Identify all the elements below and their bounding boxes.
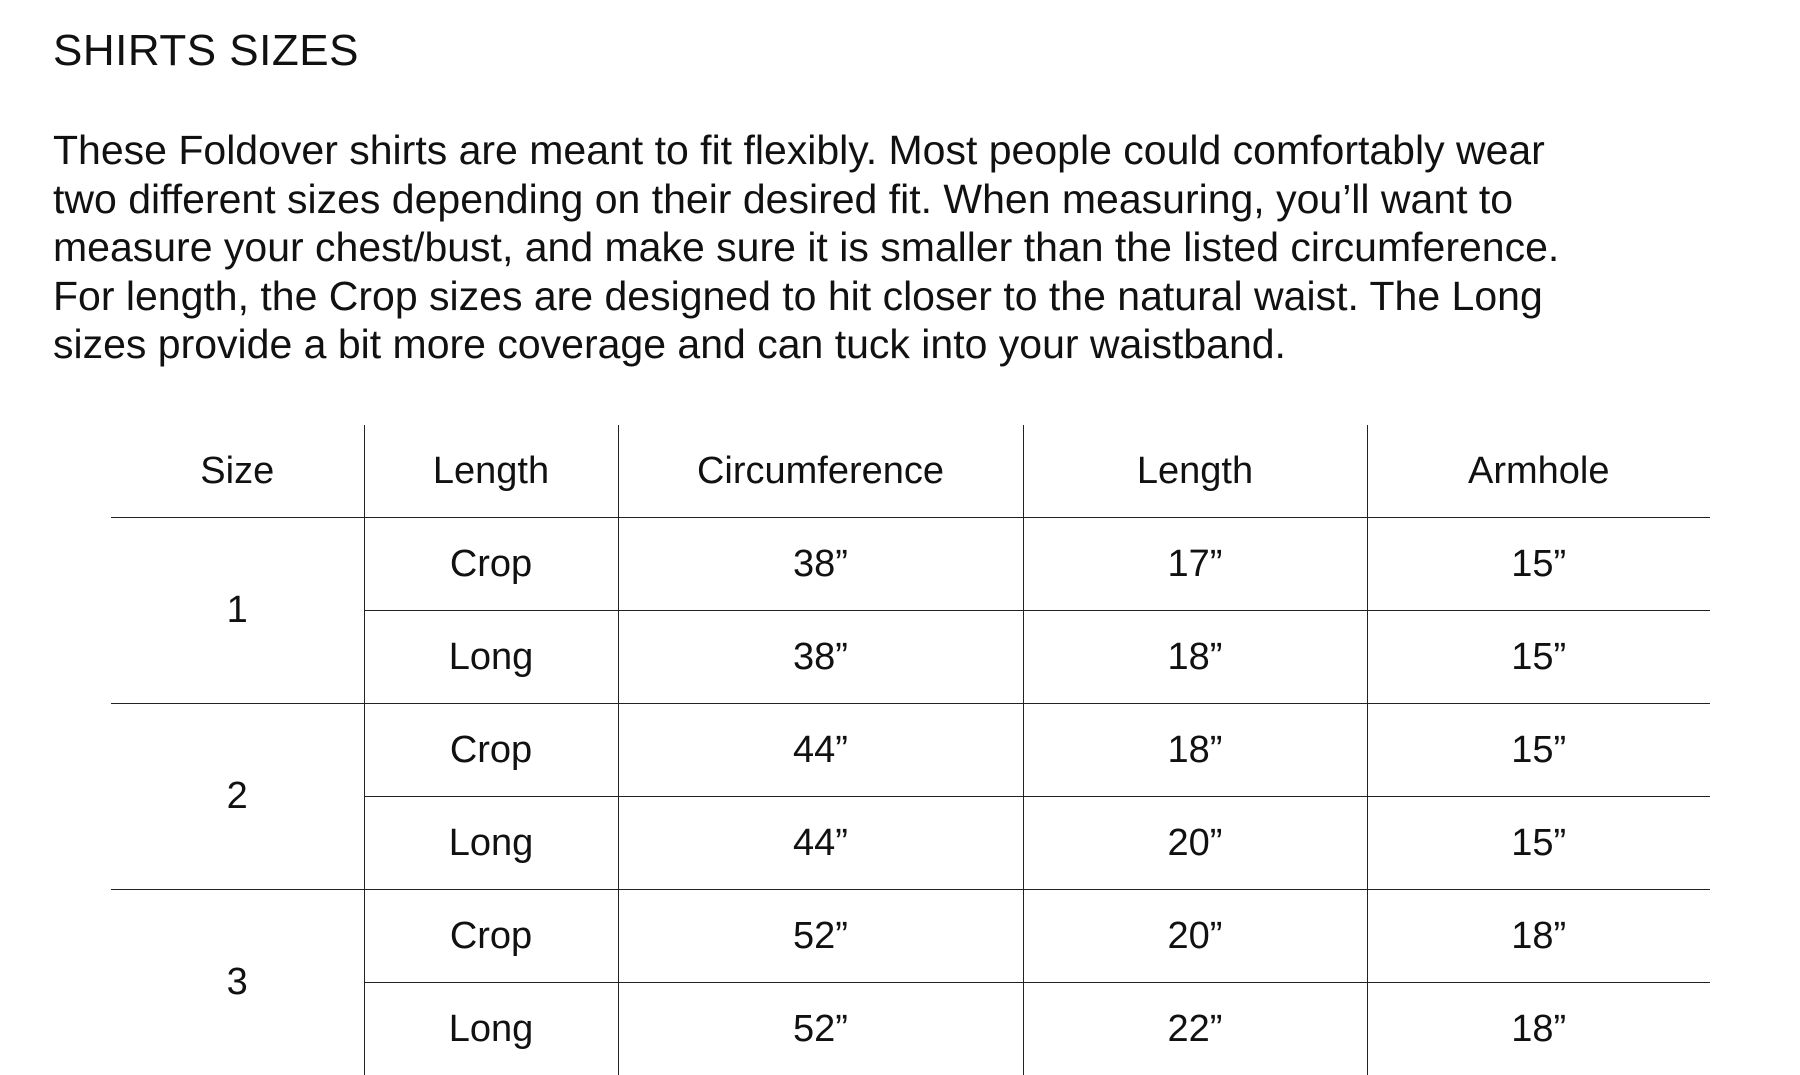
- table-row: [111, 890, 1710, 983]
- size-cell: 2: [111, 704, 364, 890]
- circumference-cell: 44”: [618, 704, 1023, 797]
- intro-paragraph: [53, 126, 1793, 369]
- length-type-cell: Long: [364, 611, 618, 704]
- intro-line: These Foldover shirts are meant to fit flexibly. Most people could comfortably wear: [53, 126, 1793, 175]
- intro-line: sizes provide a bit more coverage and can tuck into your waistband.: [53, 320, 1793, 369]
- length-cell: 17”: [1023, 518, 1367, 611]
- armhole-cell: 18”: [1367, 890, 1710, 983]
- circumference-cell: 44”: [618, 797, 1023, 890]
- length-type-cell: Crop: [364, 890, 618, 983]
- length-type-cell: Crop: [364, 518, 618, 611]
- table-row: [111, 704, 1710, 797]
- length-cell: 22”: [1023, 983, 1367, 1075]
- circumference-cell: 38”: [618, 611, 1023, 704]
- header-circumference: Circumference: [618, 425, 1023, 518]
- intro-line: measure your chest/bust, and make sure it is smaller than the listed circumference.: [53, 223, 1793, 272]
- length-type-cell: Crop: [364, 704, 618, 797]
- page-title: SHIRTS SIZES: [53, 26, 359, 76]
- circumference-cell: 52”: [618, 983, 1023, 1075]
- length-cell: 18”: [1023, 611, 1367, 704]
- circumference-cell: 52”: [618, 890, 1023, 983]
- table-row: [111, 518, 1710, 611]
- header-armhole: Armhole: [1367, 425, 1710, 518]
- length-type-cell: Long: [364, 797, 618, 890]
- size-cell: 1: [111, 518, 364, 704]
- armhole-cell: 18”: [1367, 983, 1710, 1075]
- length-type-cell: Long: [364, 983, 618, 1075]
- header-length: Length: [1023, 425, 1367, 518]
- header-length-type: Length: [364, 425, 618, 518]
- armhole-cell: 15”: [1367, 704, 1710, 797]
- armhole-cell: 15”: [1367, 611, 1710, 704]
- length-cell: 20”: [1023, 890, 1367, 983]
- armhole-cell: 15”: [1367, 797, 1710, 890]
- table-header-row: [111, 425, 1710, 518]
- intro-line: For length, the Crop sizes are designed to hit closer to the natural waist. The Long: [53, 272, 1793, 321]
- size-cell: 3: [111, 890, 364, 1075]
- header-size: Size: [111, 425, 364, 518]
- length-cell: 18”: [1023, 704, 1367, 797]
- length-cell: 20”: [1023, 797, 1367, 890]
- size-chart-table: [111, 425, 1710, 1075]
- intro-line: two different sizes depending on their desired fit. When measuring, you’ll want to: [53, 175, 1793, 224]
- circumference-cell: 38”: [618, 518, 1023, 611]
- armhole-cell: 15”: [1367, 518, 1710, 611]
